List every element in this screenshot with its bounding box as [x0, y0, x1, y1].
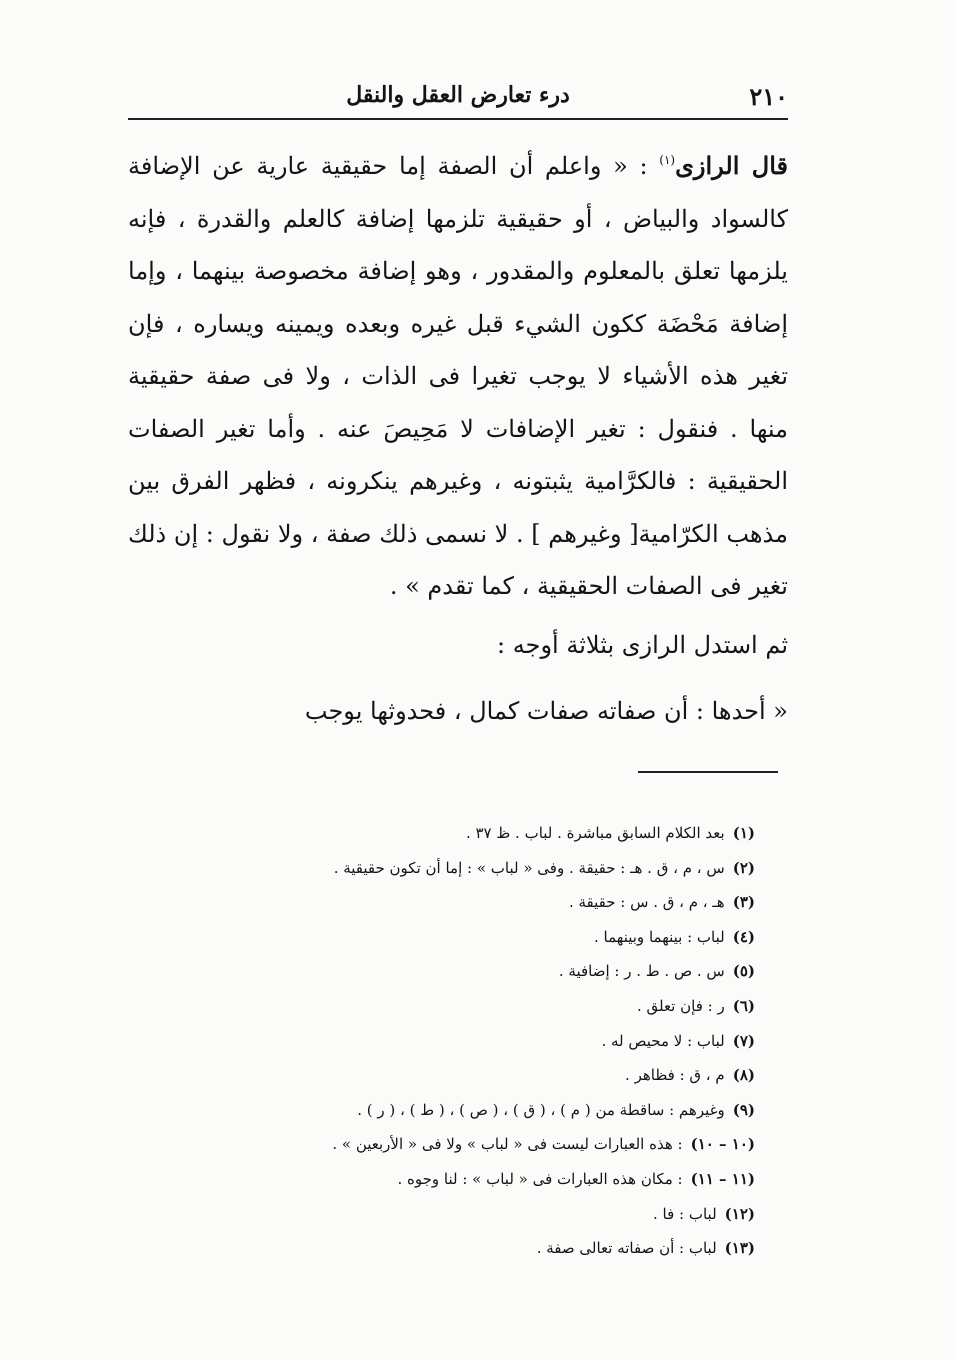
footnote-number: (١١ – ١١) — [690, 1169, 755, 1188]
footnote — [200, 816, 755, 851]
footnote-number: (٦) — [732, 996, 755, 1015]
colon: : — [639, 152, 648, 180]
footnote — [200, 1162, 755, 1197]
footnote-text: لباب : فا . — [653, 1204, 717, 1223]
footnote — [200, 989, 755, 1024]
footnote-number: (٤) — [732, 927, 755, 946]
footnote — [200, 1024, 755, 1059]
footnote — [200, 885, 755, 920]
footnote-text: ر : فإن تعلق . — [636, 996, 725, 1015]
footnote — [200, 1197, 755, 1232]
footnote-text: : مكان هذه العبارات فى « لباب » : لنا وجوه . — [397, 1169, 683, 1188]
footnote-number: (١٢) — [724, 1204, 755, 1223]
footnote — [200, 920, 755, 955]
footnote — [200, 851, 755, 886]
footnotes — [200, 816, 755, 1266]
footnote — [200, 1093, 755, 1128]
footnote-text: لباب : بينهما وبينهما . — [594, 927, 725, 946]
paragraph-3-text: « أحدها : أن صفاته صفات كمال ، فحدوثها يوجب — [304, 697, 788, 725]
footnote-text: هـ ، م ، ق . س : حقيقة . — [568, 893, 725, 912]
footnote-text: : هذه العبارات ليست فى « لباب » ولا فى « الأربعين » . — [332, 1135, 683, 1154]
paragraph-3 — [128, 685, 788, 738]
paragraph-2-text: ثم استدل الرازى بثلاثة أوجه : — [497, 630, 788, 659]
footnote — [200, 1231, 755, 1266]
speaker-name: قال الرازى — [675, 151, 788, 180]
footnote-number: (٣) — [732, 893, 755, 912]
footnote-text: س ، م ، ق . هـ : حقيقة . وفى « لباب » : إما أن تكون حقيقية . — [333, 858, 725, 877]
footnote-separator — [638, 771, 778, 773]
footnote-number: (٢) — [732, 858, 755, 877]
footnote-text: لباب : لا محيص له . — [601, 1031, 725, 1050]
footnote-text: س . ص . ط . ر : إضافية . — [558, 962, 725, 981]
footnote-number: (٩) — [732, 1100, 755, 1119]
footnote-number: (١) — [732, 824, 755, 842]
footnote-ref: (١) — [659, 153, 676, 167]
footnote — [200, 1058, 755, 1093]
footnote — [200, 1127, 755, 1162]
paragraph-1-text: « واعلم أن الصفة إما حقيقية عارية عن الإضافة كالسواد والبياض ، أو حقيقية تلزمها إضافة كالعلم والقدرة ، فإنه يلزمها تعلق بالمعلوم والمقدور ، وهو إضافة مخصوصة بينهما ، وإما إضافة مَحْضَة ككون الشيء قبل غيره وبعده ويمينه ويساره ، فإن تغير هذه الأشياء لا يوجب تغيرا فى الذات ، ولا فى صفة حقيقية منها . فنقول : تغير الإضافات لا مَحِيصَ عنه . وأما تغير الصفات الحقيقية : فالكرَّامية يثبتونه ، وغيرهم ينكرونه ، فظهر الفرق بين مذهب الكرّامية[ وغيرهم ] . لا نسمى ذلك صفة ، ولا نقول : إن ذلك تغير فى الصفات الحقيقية ، كما تقدم » . — [128, 152, 788, 600]
paragraph-1 — [128, 140, 788, 613]
footnote-number: (٧) — [732, 1031, 755, 1050]
footnote-number: (١٣) — [724, 1239, 755, 1258]
footnote-text: وغيرهم : ساقطة من ( م ) ، ( ق ) ، ( ص ) ، ( ط ) ، ( ر ) . — [357, 1100, 725, 1119]
footnote-number: (٨) — [732, 1066, 755, 1085]
running-title: درء تعارض العقل والنقل — [346, 82, 570, 108]
footnote-number: (١٠ – ١٠) — [690, 1135, 755, 1154]
footnote-number: (٥) — [732, 962, 755, 981]
footnote — [200, 954, 755, 989]
page-number: ٢١٠ — [749, 82, 788, 111]
paragraph-2 — [128, 619, 788, 672]
footnote-text: بعد الكلام السابق مباشرة . لباب . ظ ٣٧ . — [465, 824, 725, 842]
footnote-text: لباب : أن صفاته تعالى صفة . — [536, 1239, 717, 1258]
main-text — [128, 140, 788, 738]
footnote-text: م ، ق : فظاهر . — [625, 1066, 725, 1085]
page-header — [128, 70, 788, 120]
